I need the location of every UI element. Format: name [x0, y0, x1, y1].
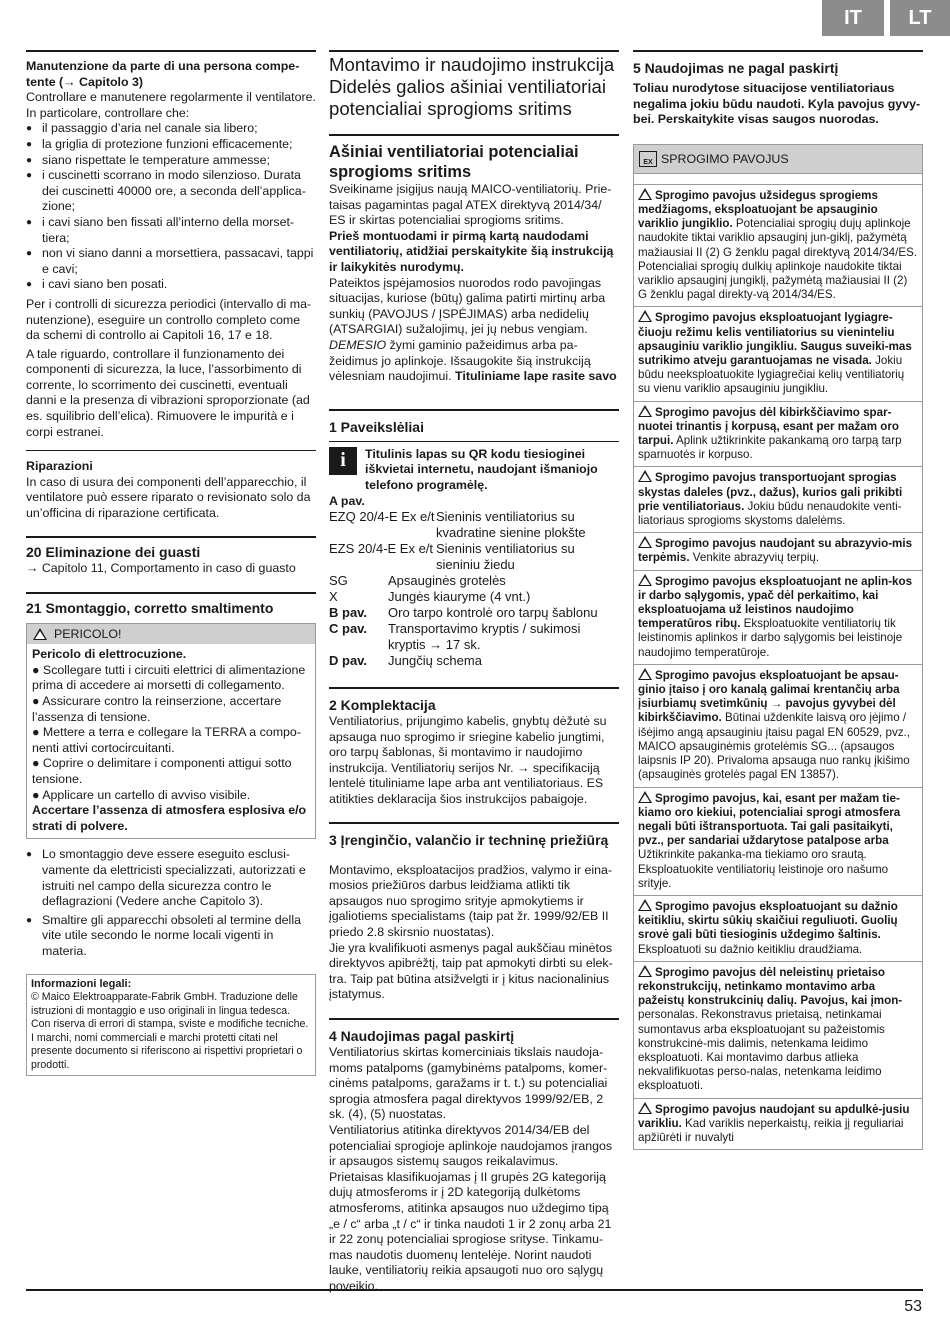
- figure-definitions: [329, 509, 619, 669]
- section-4-title: 4 Naudojimas pagal paskirtį: [329, 1028, 515, 1044]
- explosion-label: SPROGIMO PAVOJUS: [661, 151, 789, 166]
- explosion-item: [633, 962, 923, 1099]
- explosion-item-title: Sprogimo pavojus eksploatuojant lygiagre-čiuoju režimu kelis ventiliatorius su vieninteliu apsauginiu variklio jungikliu. Saugus suveiki-mas sutrikimo atveju garantuojamas ne visada.: [638, 311, 912, 368]
- intro-3: [329, 338, 619, 385]
- intro-text: Sveikiname įsigijus naują MAICO-ventiliatorių. Prie-taisas pagamintas pagal ATEX direktyvą 2014/34/ ES ir skirtas potencialiai sprogioms sritims.: [329, 182, 612, 228]
- info-icon: i: [329, 447, 357, 475]
- tab-it: IT: [822, 0, 884, 36]
- maintenance-item-text: la griglia di protezione funzioni efficacemente;: [42, 136, 293, 151]
- explosion-item: [633, 665, 923, 788]
- section-5-intro: Toliau nurodytose situacijose ventiliatoriaus negalima jokiu būdu naudoti. Kyla pavojus gyvy-bei. Perskaitykite visas saugos nuorodas.: [633, 81, 921, 127]
- definition-value: Sieninis ventiliatorius su sieniniu žiedu: [436, 541, 575, 573]
- bullet-icon: ●: [26, 154, 33, 166]
- warning-icon: [638, 405, 652, 417]
- ex-warning-icon: EX: [639, 151, 657, 167]
- explosion-item-text: Venkite abrazyvių terpių.: [689, 551, 820, 565]
- section-3-para-1: Montavimo, eksploatacijos pradžios, valymo ir eina-mosios priežiūros darbus leidžiama atlikti tik apsaugos nuo sprogimo srityje apmokytiems ir įgaliotiems specialistams (taip pat žr. 1999/92/EB II priedo 2.8 skirsnio nuostatas).: [329, 862, 613, 940]
- bullet-icon: ●: [26, 123, 33, 135]
- maintenance-item: [26, 168, 316, 215]
- warning-icon: [638, 791, 652, 803]
- section-4-para-2: Ventiliatorius atitinka direktyvos 2014/34/EB del potencialiai sprogioje aplinkoje naudojamos įrangos ir apsaugos sistemų saugos reikalavimus.: [329, 1122, 613, 1169]
- disposal-item-text: Smaltire gli apparecchi obsoleti al termine della vite utile secondo le norme locali vigenti in materia.: [42, 912, 301, 958]
- explosion-item-text: Būtinai uždenkite laisvą oro įėjimo / išėjimo angą apsauginiu įtaisu pagal EN 60529, pvz., MAICO apsauginėmis grotelėmis SG... (apsaugos laipsnis IP 20). Privaloma apsauga nuo rankų įkišimo (apsauginės grotelės pagal EN 13857).: [638, 711, 910, 782]
- disposal-item: [26, 847, 316, 909]
- maintenance-item: [26, 153, 316, 169]
- tab-lt: LT: [890, 0, 950, 36]
- section-3-title: 3 Įrenginčio, valančio ir techninę priežiūrą: [329, 831, 609, 848]
- definition-row: [329, 541, 619, 573]
- intro-3-bold: Tituliniame lape rasite savo: [455, 369, 617, 384]
- danger-label: PERICOLO!: [54, 627, 122, 642]
- maintenance-item-text: i cuscinetti scorrano in modo silenzioso. Durata dei cuscinetti 40000 ore, a seconda dell’applica-zione;: [42, 168, 306, 214]
- explosion-item-text: Jokiu būdu nenaudokite venti-liatoriaus sprogioms skystoms dalelėms.: [638, 499, 902, 528]
- danger-end: Accertare l’assenza di atmosfera esplosiva e/o strati di polvere.: [32, 803, 307, 833]
- warning-icon: [638, 188, 652, 200]
- bullet-icon: ●: [26, 279, 33, 291]
- explosion-item-title: Sprogimo pavojus naudojant su apdulkė-jusiu varikliu.: [638, 1102, 910, 1130]
- explosion-item: [633, 571, 923, 665]
- explosion-items: [633, 184, 923, 1150]
- explosion-item: [633, 896, 923, 962]
- explosion-item-text: Eksploatuoti su dažnio keitikliu draudžiama.: [638, 942, 863, 956]
- column-lithuanian-1: [329, 48, 619, 1295]
- danger-item: ● Assicurare contro la reinserzione, accertare l’assenza di tensione.: [32, 694, 282, 724]
- definition-value: Apsauginės grotelės: [388, 573, 506, 589]
- warning-icon: [638, 536, 652, 548]
- definition-key: EZQ 20/4-E Ex e/t: [329, 509, 435, 525]
- maintenance-item: [26, 215, 316, 246]
- disposal-list: [26, 847, 316, 959]
- explosion-item-text: personalas. Rekonstravus prietaisą, netinkamai sumontavus arba eksploatuojant su pažeistomis konstrukcinė-mis dalimis, netenkama leidimo eksploatuoti. Kai montavimo darbus atlieka nekvalifikuotas perso-nalas, netenkama leidimo eksploatuoti.: [638, 1008, 885, 1093]
- definition-key: SG: [329, 573, 348, 589]
- explosion-item: [633, 788, 923, 896]
- definition-row: [329, 509, 619, 541]
- warning-icon: [638, 574, 652, 586]
- danger-header: [27, 624, 315, 644]
- legal-title: Informazioni legali:: [31, 977, 132, 990]
- explosion-item-text: Užtikrinkite pakanka-ma tiekiamo oro srautą. Eksploatuokite ventiliatorių leistinoje oro našumo srityje.: [638, 848, 889, 890]
- explosion-item-title: Sprogimo pavojus transportuojant sprogias skystas daleles (pvz., dažus), kurios gali prikibti prie ventiliatoriaus.: [638, 471, 903, 513]
- maintenance-item: [26, 121, 316, 137]
- repairs-title: Riparazioni: [26, 459, 93, 474]
- explosion-header: [633, 144, 923, 174]
- warning-icon: [638, 668, 652, 680]
- definition-key: B pav.: [329, 605, 368, 621]
- section-2-title: 2 Komplektacija: [329, 697, 436, 714]
- intro-3-italic: DEMESIO: [329, 337, 387, 352]
- danger-title: Pericolo di elettrocuzione.: [32, 647, 187, 662]
- danger-list: [32, 663, 310, 803]
- definition-row: [329, 573, 619, 589]
- explosion-item: [633, 184, 923, 308]
- disposal-item: [26, 913, 316, 960]
- bullet-icon: ●: [26, 170, 33, 182]
- definition-key: C pav.: [329, 621, 368, 637]
- definition-value: Transportavimo kryptis / sukimosi kryptis → 17 sk.: [388, 621, 581, 653]
- warning-icon: [638, 470, 652, 482]
- explosion-item: [633, 402, 923, 468]
- danger-item: ● Applicare un cartello di avviso visibile.: [32, 787, 251, 802]
- maintenance-item-text: siano rispettate le temperature ammesse;: [42, 152, 270, 167]
- section-4-para-3: Prietaisas klasifikuojamas į II grupės 2G kategoriją dujų atmosferoms ir į 2D kategoriją dulkėtoms atmosferoms, atitinka apsaugos nuo uždegimo tipą „e / c“ arba „t / c“ ir tinka naudoti 1 ir 2 zonų arba 21 ir 22 zonų potencialiai sprogiose srityse. Tinkamu-mas naudotis duomenų lentelėje. Norint naudoti lauke, ventiliatorių reikia apsaugoti nuo oro sąlygų poveikio.: [329, 1169, 612, 1293]
- disposal-item-text: Lo smontaggio deve essere eseguito esclusi-vamente da elettricisti specializzati, autorizzati e istruiti nel campo della sicurezza contro le deflagrazioni (Vedere anche Capitolo 3).: [42, 847, 306, 909]
- definition-row: [329, 605, 619, 621]
- section-2-text: Ventiliatorius, prijungimo kabelis, gnybtų dėžutė su apsauga nuo sprogimo ir sriegine kabelio jungtimi, oro tarpų šablonas, ši montavimo ir naudojimo instrukcija. Ventiliatorių serijos Nr. → specifikaciją lentelė tituliniame lape arba ant ventiliatoriaus. ES atitikties deklaracija šios instrukcijos pabaigoje.: [329, 714, 607, 807]
- bullet-icon: ●: [26, 849, 33, 861]
- explosion-item-title: Sprogimo pavojus dėl kibirkščiavimo spar-nuotei trinantis į korpusą, esant per mažam oro tarpui.: [638, 405, 899, 448]
- definition-key: X: [329, 589, 338, 605]
- explosion-item-title: Sprogimo pavojus, kai, esant per mažam tie-kiamo oro kiekiui, potencialiai sprogi atmosfera negali būti ištransportuota. Tai gali pasitaikyti, pvz., per sandariai uždarytose patalpose arba: [638, 791, 901, 848]
- bullet-icon: ●: [26, 914, 33, 926]
- explosion-item-title: Sprogimo pavojus eksploatuojant be apsau-ginio įtaiso į oro kanalą galimai krentančių arba įsiurbiamų svetimkūnių → pavojus gyvybei dėl kibirkščiavimo.: [638, 668, 900, 725]
- bullet-icon: ●: [26, 248, 33, 260]
- maintenance-item: [26, 277, 316, 293]
- explosion-item-title: Sprogimo pavojus dėl neleistinų prietaiso rekonstrukcijų, netinkamo montavimo arba pažeistų konstrukcinių dalių. Pavojus, kai įmon-: [638, 965, 903, 1008]
- info-block: [329, 447, 619, 494]
- maintenance-item-text: i cavi siano ben fissati all’interno della morset-tiera;: [42, 214, 295, 245]
- bullet-icon: ●: [26, 216, 33, 228]
- bullet-icon: ●: [26, 138, 33, 150]
- section-20-text: → Capitolo 11, Comportamento in caso di guasto: [26, 560, 296, 575]
- info-text: Titulinis lapas su QR kodu tiesioginei iškvietai internetu, naudojant išmaniojo telefono programėlę.: [365, 446, 598, 492]
- definition-key: D pav.: [329, 653, 368, 669]
- repairs-text: In caso di usura dei componenti dell’apparecchio, il ventilatore può essere riparato o revisionato solo da un’officina di riparazione certificata.: [26, 474, 311, 521]
- maintenance-item: [26, 246, 316, 277]
- definition-value: Oro tarpo kontrolė oro tarpų šablonu: [388, 605, 598, 621]
- warning-icon: [638, 899, 652, 911]
- intro-3-text: žymi gaminio pažeidimus arba pa-žeidimus jo aplinkoje. Išsaugokite šią instrukciją vėlesniam naudojimui.: [329, 337, 591, 384]
- maintenance-item: [26, 137, 316, 153]
- intro-bold: Prieš montuodami ir pirmą kartą naudodami ventiliatorių, atidžiai perskaitykite šią instrukciją ir laikykitės nurodymų.: [329, 228, 614, 274]
- section-20-title: 20 Eliminazione dei guasti: [26, 543, 201, 560]
- definition-value: Jungčių schema: [388, 653, 482, 669]
- maintenance-list: [26, 121, 316, 293]
- definition-value: Sieninis ventiliatorius su kvadratine sienine plokšte: [436, 509, 586, 541]
- explosion-item-title: Sprogimo pavojus naudojant su abrazyvio-mis terpėmis.: [638, 537, 913, 565]
- explosion-danger-box: [633, 144, 923, 1150]
- warning-icon: [638, 965, 652, 977]
- danger-item: ● Scollegare tutti i circuiti elettrici di alimentazione prima di accedere ai morsetti di collegamento.: [32, 662, 306, 693]
- explosion-item-title: Sprogimo pavojus užsidegus sprogiems medžiagoms, eksploatuojant be apsauginio variklio jungiklio.: [638, 188, 878, 231]
- explosion-item: [633, 467, 923, 533]
- explosion-item: [633, 1099, 923, 1151]
- maintenance-title: Manutenzione da parte di una persona compe-tente (→ Capitolo 3): [26, 59, 300, 89]
- column-italian: [26, 48, 316, 1076]
- explosion-item-text: Kad variklis neperkaistų, reikia jį reguliariai apžiūrėti ir nuvalyti: [638, 1116, 904, 1144]
- legal-box: [26, 974, 316, 1077]
- explosion-item-text: Eksploatuokite ventiliatorių tik leistinomis aplinkos ir darbo sąlygomis bei leistinoje naudojimo temperatūroje.: [638, 617, 903, 659]
- section-5-title: 5 Naudojimas ne pagal paskirtį: [633, 60, 839, 76]
- definition-row: [329, 589, 619, 605]
- section-21-title: 21 Smontaggio, corretto smaltimento: [26, 600, 274, 617]
- definition-key: EZS 20/4-E Ex e/t: [329, 541, 434, 557]
- explosion-item-title: Sprogimo pavojus eksploatuojant ne aplin-kos ir darbo sąlygomis, ypač dėl perkaitimo, kai eksploatuojama už leistinos naudojimo temperatūros ribų.: [638, 574, 913, 631]
- explosion-item-title: Sprogimo pavojus eksploatuojant su dažnio keitikliu, skirtu sūkių skaičiui reguliuoti. Guolių srovė gali būti tiesioginis uždegimo šaltinis.: [638, 899, 898, 942]
- definition-value: Jungės kiauryme (4 vnt.): [388, 589, 531, 605]
- explosion-item-text: Jokiu būdu neeksploatuokite lygiagrečiai kelių ventiliatorių su vienu variklio apsauginiu jungikliu.: [638, 354, 905, 396]
- explosion-item: [633, 307, 923, 401]
- section-4-para-1: Ventiliatorius skirtas komerciniais tikslais naudoja-moms patalpoms (gamybinėms patalpoms, komer-cinėms patalpoms, garažams ir t. t.) su potencialiai sprogia atmosfera pagal direktyvos 1999/92/EB, 2 sk. (4), (5) nuostatas.: [329, 1045, 608, 1122]
- explosion-item: [633, 533, 923, 570]
- explosion-item-text: Aplink užtikrinkite pakankamą oro tarpą tarp sparnuotės ir korpuso.: [638, 434, 902, 462]
- maintenance-item-text: i cavi siano ben posati.: [42, 277, 168, 292]
- legal-text: © Maico Elektroapparate-Fabrik GmbH. Traduzione delle istruzioni di montaggio e uso originali in lingua tedesca. Con riserva di errori di stampa, sviste e modifiche tecniche. I marchi, nomi commerciali e marchi protetti citati nel presente documento si riferiscono ai rispettivi proprietari o prodotti.: [31, 991, 309, 1071]
- definition-row: [329, 621, 619, 653]
- maintenance-item-text: non vi siano danni a morsettiera, passacavi, tappi e cavi;: [42, 246, 314, 276]
- maintenance-para-1: Per i controlli di sicurezza periodici (intervallo di ma-nutenzione), eseguire un controllo completo come da schemi di controllo ai Capitoli 16, 17 e 18.: [26, 296, 312, 343]
- definition-row: [329, 653, 619, 669]
- footer-rule: [26, 1289, 923, 1291]
- intro-2: Pateiktos įspėjamosios nuorodos rodo pavojingas situacijas, kuriose (būtų) galima patirti mirtinų arba sunkių (PAVOJUS / ĮSPĖJIMAS) arba nedidelių (ATSARGIAI) sužalojimų, jei jų nebus vengiam.: [329, 275, 606, 337]
- figure-a-label: A pav.: [329, 493, 365, 508]
- warning-icon: [33, 628, 47, 640]
- danger-item: ● Mettere a terra e collegare la TERRA a compo-nenti attivi cortocircuitanti.: [32, 725, 301, 755]
- maintenance-item-text: il passaggio d’aria nel canale sia libero;: [42, 121, 258, 136]
- danger-box: [26, 623, 316, 839]
- column-lithuanian-2: [633, 48, 923, 1150]
- maintenance-para-2: A tale riguardo, controllare il funzionamento dei componenti di sicurezza, la luce, l’assorbimento di corrente, lo scorrimento dei cuscinetti, eventuali danni e la presenza di vibrazioni sproporzionate (ad es. squilibrio dell’elica). Rimuovere le impurità e i corpi estranei.: [26, 346, 310, 439]
- section-3-para-2: Jie yra kvalifikuoti asmenys pagal aukščiau minėtos direktyvos apibrėžtį, taip pat apmokyti dirbti su elek-tra. Taip pat būtina atsižvelgti ir į kitus nacionalinius įstatymus.: [329, 940, 613, 1002]
- maintenance-intro: Controllare e manutenere regolarmente il ventilatore. In particolare, controllare che:: [26, 90, 316, 120]
- section-1-title: 1 Paveikslėliai: [329, 418, 424, 435]
- main-title: Montavimo ir naudojimo instrukcija Didelės galios ašiniai ventiliatoriai potencialiai sprogioms sritims: [329, 54, 615, 119]
- warning-icon: [638, 1102, 652, 1114]
- page-number: 53: [904, 1298, 922, 1315]
- warning-icon: [638, 310, 652, 322]
- danger-item: ● Coprire o delimitare i componenti attigui sotto tensione.: [32, 756, 292, 786]
- sub-title: Ašiniai ventiliatoriai potencialiai sprogioms sritims: [329, 143, 579, 181]
- explosion-item-text: Potencialiai sprogių dujų aplinkoje naudokite tiktai variklio apsauginį jun-giklį, pažymėtą mažiausiai II (2) G ženklu pagal direktyvą 2014/34/ES. Potencialiai sprogių dulkių aplinkoje naudokite tiktai variklio apsauginį jungiklį, pažymėtą mažiausiai II (2) G ženklu pagal direkty-vą 2014/34/ES.: [638, 217, 918, 302]
